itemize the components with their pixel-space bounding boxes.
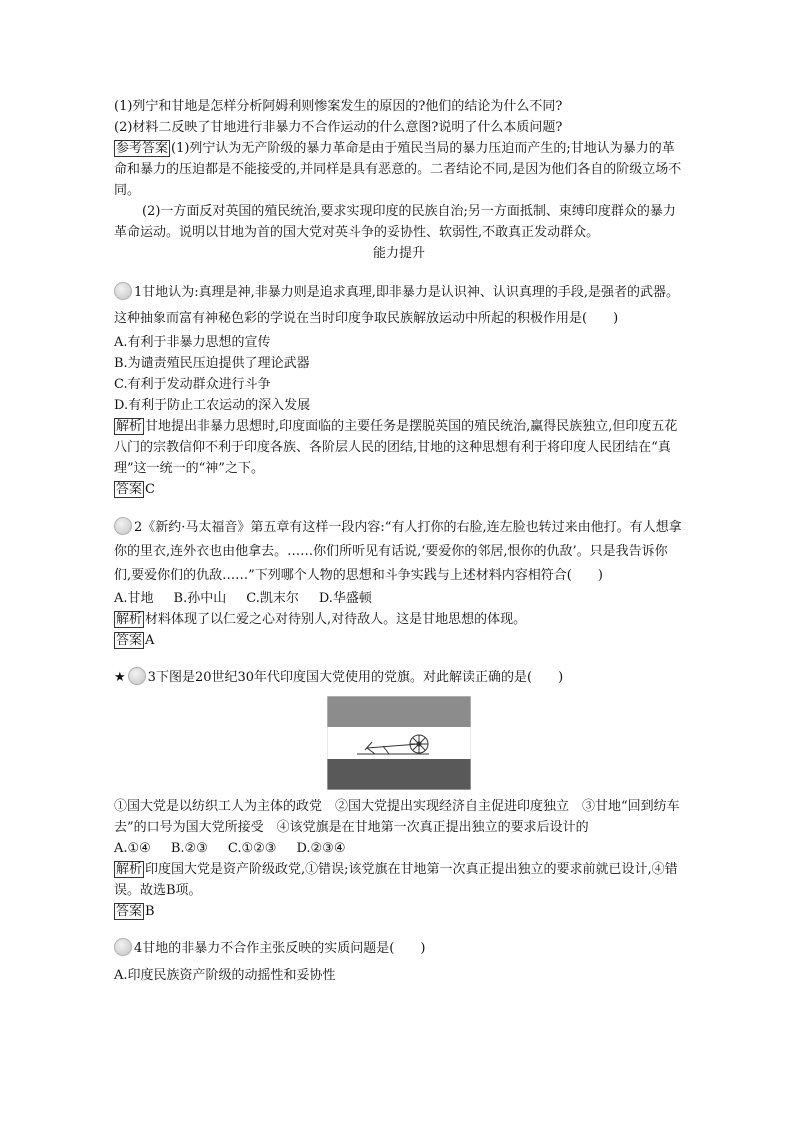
q3-answer: 答案 B [116, 904, 155, 919]
q1-option-d: D.有利于防止工农运动的深入发展 [114, 398, 311, 413]
q3-option-c: C.①②③ [227, 841, 277, 856]
analysis-label: 解析 [116, 862, 143, 877]
q2-option-a: A.甘地 [114, 591, 154, 606]
q2-answer: 答案 A [116, 633, 155, 648]
analysis-label: 解析 [116, 612, 143, 627]
question-4-number: 4 [114, 941, 142, 956]
question-2 [114, 516, 684, 651]
document-page [114, 96, 684, 986]
intro-question-2: (2)材料二反映了甘地进行非暴力不合作运动的什么意图?说明了什么本质问题? [114, 120, 563, 135]
circle-icon [128, 667, 146, 685]
q2-analysis: 解析 材料体现了以仁爱之心对待别人,对待敌人。这是甘地思想的体现。 [116, 612, 527, 627]
q1-option-c: C.有利于发动群众进行斗争 [114, 377, 271, 392]
q2-option-b: B.孙中山 [173, 591, 227, 606]
reference-answer-label: 参考答案 [116, 141, 169, 156]
question-1-number: 1 [114, 285, 142, 300]
q2-options [114, 588, 684, 609]
intro-question-1: (1)列宁和甘地是怎样分析阿姆利则惨案发生的原因的?他们的结论为什么不同? [114, 99, 563, 114]
analysis-label: 解析 [116, 419, 143, 434]
q1-option-a: A.有利于非暴力思想的宣传 [114, 335, 271, 350]
q4-option-a: A.印度民族资产阶级的动摇性和妥协性 [114, 968, 336, 983]
q1-analysis: 解析 甘地提出非暴力思想时,印度面临的主要任务是摆脱英国的殖民统治,赢得民族独立,但印度五花八门的宗教信仰不利于印度各族、各阶层人民的团结,甘地的这种思想有利于将印度人民团结在“真理”这一统一的“神”之下。 [114, 419, 678, 476]
section-title: 能力提升 [372, 246, 425, 261]
congress-party-flag-image [327, 696, 471, 790]
question-3-stem: 下图是20世纪30年代印度国大党使用的党旗。对此解读正确的是( ) [155, 670, 564, 685]
q2-option-d: D.华盛顿 [318, 591, 372, 606]
question-3-number: 3 [128, 670, 156, 685]
question-3 [114, 667, 684, 922]
q3-analysis: 解析 印度国大党是资产阶级政党,①错误;该党旗在甘地第一次真正提出独立的要求前就已设计,④错误。故选B项。 [114, 862, 678, 898]
q3-option-d: D.②③④ [296, 841, 346, 856]
reference-answer-1 [114, 138, 684, 201]
circle-icon [114, 938, 132, 956]
reference-answer-1-text: (1)列宁认为无产阶级的暴力革命是由于殖民当局的暴力压迫而产生的;甘地认为暴力的革命和暴力的压迫都是不能接受的,并同样是具有恶意的。二者结论不同,是因为他们各自的阶级立场不同。 [114, 141, 682, 198]
q1-answer: 答案 C [116, 482, 155, 497]
q1-option-b: B.为谴责殖民压迫提供了理论武器 [114, 356, 310, 371]
question-4-stem: 甘地的非暴力不合作主张反映的实质问题是( ) [142, 941, 426, 956]
question-1 [114, 280, 684, 500]
q3-option-a: A.①④ [114, 841, 151, 856]
circle-icon [114, 282, 132, 300]
reference-answer-2: (2)一方面反对英国的殖民统治,要求实现印度的民族自治;另一方面抵制、束缚印度群众的暴力革命运动。说明以甘地为首的国大党对英斗争的妥协性、软弱性,不敢真正发动群众。 [114, 204, 676, 240]
answer-label: 答案 [116, 482, 143, 497]
question-2-stem: 《新约·马太福音》第五章有这样一段内容:“有人打你的右脸,连左脸也转过来由他打。有人想拿你的里衣,连外衣也由他拿去。……你们所听见有话说,‘要爱你的邻居,恨你的仇敌’。只是我告诉你们,要爱你们的仇敌……”下列哪个人物的思想和斗争实践与上述材料内容相符合( ) [114, 520, 682, 583]
q2-option-c: C.凯末尔 [246, 591, 299, 606]
star-icon: ★ [114, 670, 126, 685]
q3-options [114, 838, 684, 859]
question-1-stem: 甘地认为:真理是神,非暴力则是追求真理,即非暴力是认识神、认识真理的手段,是强者的武器。这种抽象而富有神秘色彩的学说在当时印度争取民族解放运动中所起的积极作用是( ) [114, 285, 680, 326]
answer-label: 答案 [116, 904, 143, 919]
q3-statements: ①国大党是以纺织工人为主体的政党 ②国大党提出实现经济自主促进印度独立 ③甘地“回到纺车去”的口号为国大党所接受 ④该党旗是在甘地第一次真正提出独立的要求后设计的 [114, 799, 680, 835]
question-2-number: 2 [114, 520, 142, 535]
q3-option-b: B.②③ [170, 841, 208, 856]
answer-label: 答案 [116, 633, 143, 648]
question-4 [114, 938, 684, 986]
circle-icon [114, 517, 132, 535]
